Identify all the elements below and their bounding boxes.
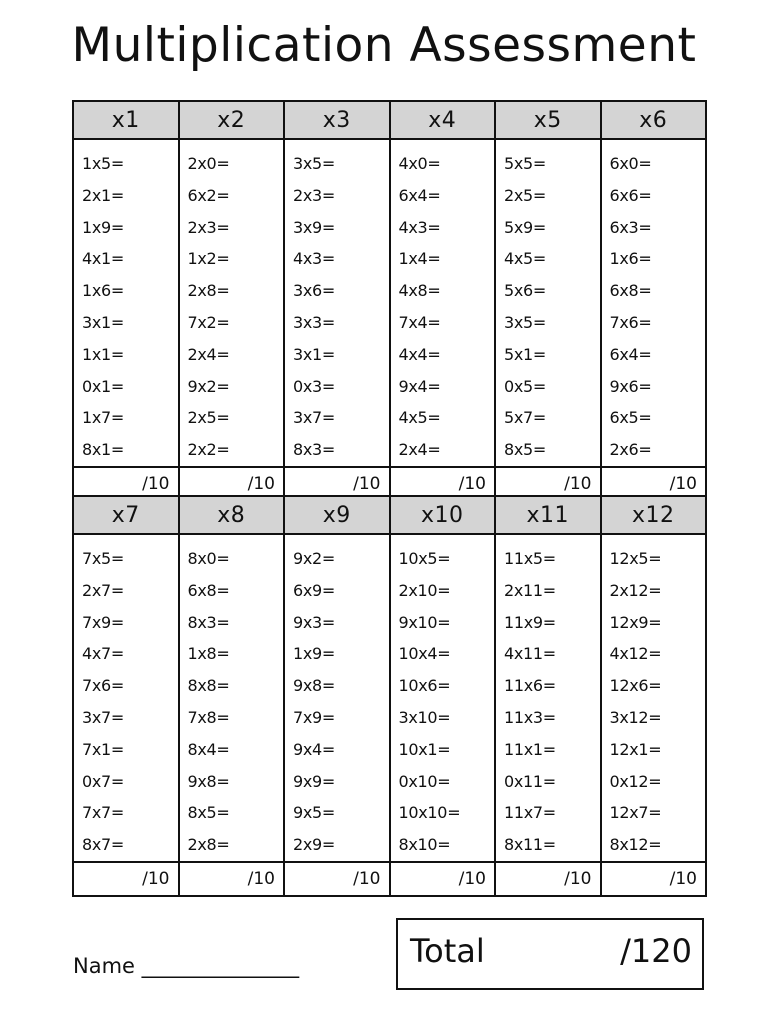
fact-item[interactable]: 9x8=: [187, 771, 230, 791]
column-header: x2: [179, 101, 285, 139]
fact-item[interactable]: 6x4=: [398, 185, 441, 205]
fact-item[interactable]: 0x1=: [82, 376, 125, 396]
fact-item[interactable]: 12x9=: [609, 612, 662, 632]
facts-cell: [601, 534, 707, 862]
fact-item[interactable]: 10x4=: [398, 644, 451, 664]
fact-item[interactable]: 3x1=: [293, 344, 336, 364]
fact-item[interactable]: 3x10=: [398, 707, 451, 727]
fact-item[interactable]: 3x3=: [293, 312, 336, 332]
fact-item[interactable]: 4x7=: [82, 644, 125, 664]
fact-item[interactable]: 9x4=: [293, 739, 336, 759]
fact-item[interactable]: 8x5=: [504, 440, 547, 460]
facts-cell: [179, 139, 285, 467]
fact-item[interactable]: 6x3=: [609, 217, 652, 237]
name-field[interactable]: Name _______________: [73, 954, 300, 978]
fact-item[interactable]: 8x7=: [82, 835, 125, 855]
fact-list: [391, 535, 495, 861]
fact-item[interactable]: 12x5=: [609, 549, 662, 568]
fact-item[interactable]: 7x2=: [187, 312, 230, 332]
fact-item[interactable]: 4x5=: [398, 408, 441, 428]
fact-item[interactable]: 7x8=: [187, 707, 230, 727]
fact-list: [496, 140, 600, 466]
fact-item[interactable]: 6x4=: [609, 344, 652, 364]
facts-cell: [73, 534, 179, 862]
fact-item[interactable]: 11x9=: [504, 612, 556, 632]
fact-item[interactable]: 4x3=: [398, 217, 441, 237]
score-cell[interactable]: /10: [390, 467, 496, 501]
column-header: x9: [284, 496, 390, 534]
fact-item[interactable]: 8x10=: [398, 835, 451, 855]
fact-item[interactable]: 2x5=: [504, 185, 547, 205]
fact-item[interactable]: 2x6=: [609, 440, 652, 460]
fact-item[interactable]: 3x7=: [82, 707, 125, 727]
facts-cell: [284, 139, 390, 467]
facts-row: [73, 139, 706, 467]
score-cell[interactable]: /10: [495, 862, 601, 896]
fact-item[interactable]: 10x10=: [398, 803, 461, 823]
fact-item[interactable]: 9x10=: [398, 612, 451, 632]
fact-item[interactable]: 2x0=: [187, 154, 230, 173]
fact-item[interactable]: 1x7=: [82, 408, 125, 428]
fact-item[interactable]: 9x6=: [609, 376, 652, 396]
fact-item[interactable]: 12x6=: [609, 676, 662, 696]
facts-cell: [390, 139, 496, 467]
fact-item[interactable]: 1x1=: [82, 344, 125, 364]
fact-item[interactable]: 4x3=: [293, 249, 336, 269]
fact-item[interactable]: 10x6=: [398, 676, 451, 696]
facts-cell: [601, 139, 707, 467]
fact-list: [602, 535, 706, 861]
fact-item[interactable]: 8x8=: [187, 676, 230, 696]
fact-list: [74, 535, 178, 861]
fact-item[interactable]: 1x6=: [609, 249, 652, 269]
column-header: x4: [390, 101, 496, 139]
column-header: x11: [495, 496, 601, 534]
fact-item[interactable]: 0x3=: [293, 376, 336, 396]
column-header: x7: [73, 496, 179, 534]
fact-item[interactable]: 11x7=: [504, 803, 556, 823]
facts-grid-bottom: [72, 495, 707, 897]
fact-list: [74, 140, 178, 466]
fact-item[interactable]: 4x0=: [398, 154, 441, 173]
fact-item[interactable]: 4x4=: [398, 344, 441, 364]
fact-item[interactable]: 7x6=: [82, 676, 125, 696]
facts-cell: [495, 139, 601, 467]
score-cell[interactable]: /10: [601, 862, 707, 896]
fact-item[interactable]: 8x5=: [187, 803, 230, 823]
fact-item[interactable]: 3x6=: [293, 281, 336, 301]
fact-item[interactable]: 10x1=: [398, 739, 451, 759]
fact-item[interactable]: 1x6=: [82, 281, 125, 301]
fact-item[interactable]: 9x3=: [293, 612, 336, 632]
fact-item[interactable]: 0x11=: [504, 771, 556, 791]
fact-item[interactable]: 7x9=: [293, 707, 336, 727]
fact-item[interactable]: 8x0=: [187, 549, 230, 568]
column-header: x3: [284, 101, 390, 139]
fact-item[interactable]: 2x5=: [187, 408, 230, 428]
total-box: [396, 918, 704, 990]
fact-item[interactable]: 2x10=: [398, 580, 451, 600]
fact-item[interactable]: 5x7=: [504, 408, 547, 428]
fact-item[interactable]: 4x5=: [504, 249, 547, 269]
fact-item[interactable]: 8x3=: [293, 440, 336, 460]
fact-item[interactable]: 9x8=: [293, 676, 336, 696]
score-cell[interactable]: /10: [73, 862, 179, 896]
fact-item[interactable]: 0x12=: [609, 771, 662, 791]
score-cell[interactable]: /10: [179, 467, 285, 501]
fact-item[interactable]: 11x1=: [504, 739, 556, 759]
fact-item[interactable]: 8x1=: [82, 440, 125, 460]
fact-item[interactable]: 8x11=: [504, 835, 556, 855]
fact-item[interactable]: 1x4=: [398, 249, 441, 269]
score-cell[interactable]: /10: [495, 467, 601, 501]
fact-item[interactable]: 4x1=: [82, 249, 125, 269]
facts-grid-top: [72, 100, 707, 502]
fact-item[interactable]: 1x5=: [82, 154, 125, 173]
fact-item[interactable]: 8x4=: [187, 739, 230, 759]
fact-item[interactable]: 5x5=: [504, 154, 547, 173]
fact-item[interactable]: 8x3=: [187, 612, 230, 632]
fact-item[interactable]: 2x1=: [82, 185, 125, 205]
fact-item[interactable]: 2x3=: [293, 185, 336, 205]
column-header: x12: [601, 496, 707, 534]
fact-item[interactable]: 9x4=: [398, 376, 441, 396]
fact-item[interactable]: 2x9=: [293, 835, 336, 855]
total-label: Total: [410, 932, 485, 970]
fact-item[interactable]: 6x9=: [293, 580, 336, 600]
fact-item[interactable]: 11x5=: [504, 549, 556, 568]
fact-item[interactable]: 2x7=: [82, 580, 125, 600]
fact-list: [285, 535, 389, 861]
fact-item[interactable]: 7x6=: [609, 312, 652, 332]
fact-item[interactable]: 1x2=: [187, 249, 230, 269]
fact-item[interactable]: 1x8=: [187, 644, 230, 664]
fact-item[interactable]: 6x8=: [609, 281, 652, 301]
total-value[interactable]: /120: [620, 932, 692, 970]
fact-item[interactable]: 7x4=: [398, 312, 441, 332]
fact-item[interactable]: 0x7=: [82, 771, 125, 791]
score-cell[interactable]: /10: [601, 467, 707, 501]
fact-item[interactable]: 12x1=: [609, 739, 662, 759]
fact-item[interactable]: 12x7=: [609, 803, 662, 823]
column-header: x1: [73, 101, 179, 139]
fact-item[interactable]: 7x7=: [82, 803, 125, 823]
column-header: x10: [390, 496, 496, 534]
fact-list: [391, 140, 495, 466]
score-row: [73, 862, 706, 896]
fact-item[interactable]: 0x5=: [504, 376, 547, 396]
facts-cell: [495, 534, 601, 862]
fact-item[interactable]: 2x4=: [187, 344, 230, 364]
fact-item[interactable]: 4x12=: [609, 644, 662, 664]
fact-item[interactable]: 5x1=: [504, 344, 547, 364]
fact-item[interactable]: 6x5=: [609, 408, 652, 428]
fact-item[interactable]: 9x2=: [187, 376, 230, 396]
facts-cell: [284, 534, 390, 862]
fact-item[interactable]: 2x12=: [609, 580, 662, 600]
fact-item[interactable]: 2x2=: [187, 440, 230, 460]
fact-item[interactable]: 1x9=: [293, 644, 336, 664]
fact-item[interactable]: 7x9=: [82, 612, 125, 632]
fact-item[interactable]: 3x12=: [609, 707, 662, 727]
fact-item[interactable]: 7x1=: [82, 739, 125, 759]
fact-item[interactable]: 6x0=: [609, 154, 652, 173]
score-cell[interactable]: /10: [179, 862, 285, 896]
facts-cell: [390, 534, 496, 862]
fact-item[interactable]: 6x6=: [609, 185, 652, 205]
fact-item[interactable]: 1x9=: [82, 217, 125, 237]
fact-item[interactable]: 9x2=: [293, 549, 336, 568]
fact-item[interactable]: 3x9=: [293, 217, 336, 237]
facts-row: [73, 534, 706, 862]
column-header: x8: [179, 496, 285, 534]
fact-item[interactable]: 4x8=: [398, 281, 441, 301]
fact-item[interactable]: 11x6=: [504, 676, 556, 696]
fact-item[interactable]: 5x9=: [504, 217, 547, 237]
score-cell[interactable]: /10: [284, 862, 390, 896]
column-header: x6: [601, 101, 707, 139]
fact-item[interactable]: 2x3=: [187, 217, 230, 237]
fact-item[interactable]: 2x8=: [187, 281, 230, 301]
score-cell[interactable]: /10: [390, 862, 496, 896]
fact-item[interactable]: 3x5=: [504, 312, 547, 332]
fact-item[interactable]: 5x6=: [504, 281, 547, 301]
header-row: [73, 496, 706, 534]
fact-list: [180, 140, 284, 466]
fact-item[interactable]: 11x3=: [504, 707, 556, 727]
fact-item[interactable]: 6x8=: [187, 580, 230, 600]
facts-cell: [179, 534, 285, 862]
fact-item[interactable]: 6x2=: [187, 185, 230, 205]
fact-list: [285, 140, 389, 466]
facts-cell: [73, 139, 179, 467]
score-cell[interactable]: /10: [73, 467, 179, 501]
fact-list: [602, 140, 706, 466]
fact-item[interactable]: 3x5=: [293, 154, 336, 173]
fact-item[interactable]: 0x10=: [398, 771, 451, 791]
fact-item[interactable]: 9x5=: [293, 803, 336, 823]
fact-item[interactable]: 7x5=: [82, 549, 125, 568]
fact-item[interactable]: 9x9=: [293, 771, 336, 791]
fact-list: [496, 535, 600, 861]
page-title: Multiplication Assessment: [71, 18, 697, 73]
fact-item[interactable]: 2x4=: [398, 440, 441, 460]
fact-item[interactable]: 8x12=: [609, 835, 662, 855]
column-header: x5: [495, 101, 601, 139]
score-cell[interactable]: /10: [284, 467, 390, 501]
fact-item[interactable]: 4x11=: [504, 644, 556, 664]
fact-item[interactable]: 10x5=: [398, 549, 451, 568]
fact-item[interactable]: 2x8=: [187, 835, 230, 855]
fact-list: [180, 535, 284, 861]
fact-item[interactable]: 3x7=: [293, 408, 336, 428]
fact-item[interactable]: 3x1=: [82, 312, 125, 332]
header-row: [73, 101, 706, 139]
fact-item[interactable]: 2x11=: [504, 580, 556, 600]
